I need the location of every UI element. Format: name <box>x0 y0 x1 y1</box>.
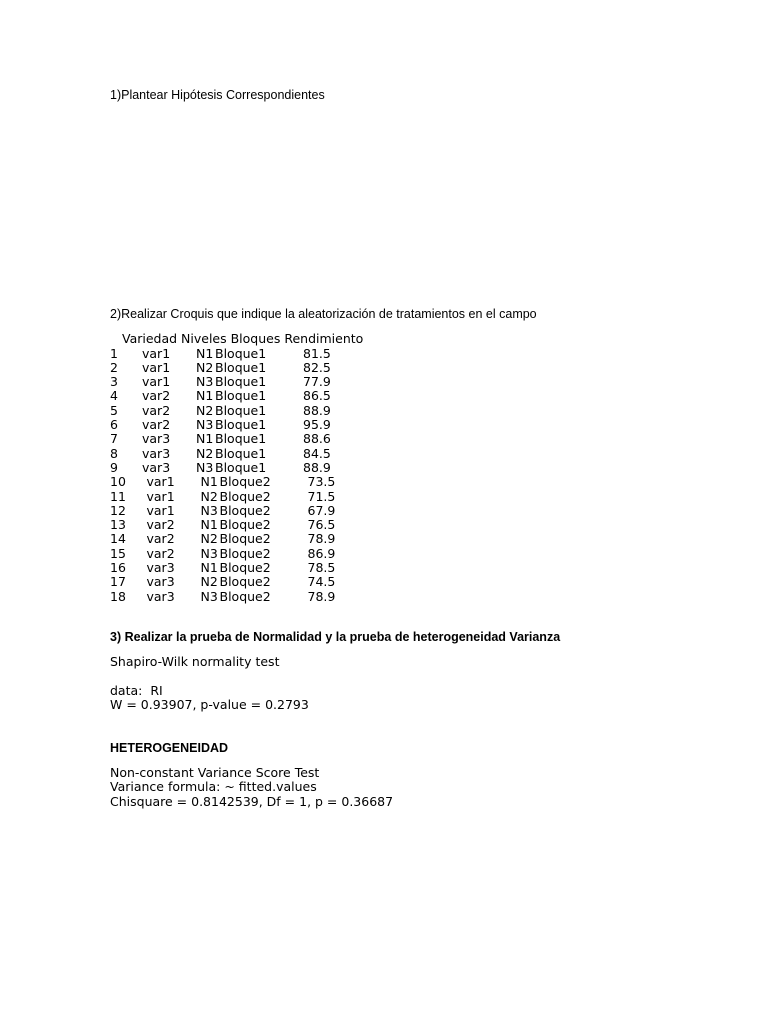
row-number: 1 <box>110 345 118 361</box>
variedad-cell: var2 <box>146 517 175 533</box>
bloques-cell: Bloque1 <box>215 359 267 375</box>
variedad-cell: var3 <box>146 560 175 575</box>
heterogeneity-heading: HETEROGENEIDAD <box>110 741 229 755</box>
rendimiento-cell: 88.9 <box>303 402 331 418</box>
bloques-cell: Bloque2 <box>219 517 271 533</box>
table-header: Variedad Niveles Bloques Rendimiento <box>122 331 364 346</box>
row-number: 14 <box>110 531 126 547</box>
row-number: 18 <box>110 588 126 604</box>
row-number: 7 <box>110 431 118 447</box>
shapiro-data-line: data: RI <box>110 683 163 698</box>
bloques-cell: Bloque1 <box>215 417 267 432</box>
ncv-result-line: Chisquare = 0.8142539, Df = 1, p = 0.36687 <box>110 794 394 809</box>
rendimiento-cell: 76.5 <box>307 517 336 533</box>
bloques-cell: Bloque2 <box>219 588 271 604</box>
variedad-cell: var2 <box>142 402 171 418</box>
niveles-cell: N1 <box>200 474 218 490</box>
shapiro-title: Shapiro-Wilk normality test <box>110 654 280 669</box>
bloques-cell: Bloque2 <box>219 474 271 490</box>
bloques-cell: Bloque2 <box>219 531 271 547</box>
niveles-cell: N2 <box>200 574 218 590</box>
niveles-cell: N3 <box>196 417 214 432</box>
row-number: 2 <box>110 359 118 375</box>
variedad-cell: var1 <box>146 474 175 490</box>
question-2-title: 2)Realizar Croquis que indique la aleatorización de tratamientos en el campo <box>110 307 537 321</box>
rendimiento-cell: 77.9 <box>303 374 331 390</box>
niveles-cell: N2 <box>200 531 218 547</box>
rendimiento-cell: 84.5 <box>303 445 331 461</box>
rendimiento-cell: 88.6 <box>303 431 331 447</box>
rendimiento-cell: 95.9 <box>303 417 331 432</box>
rendimiento-cell: 78.9 <box>307 588 336 604</box>
bloques-cell: Bloque2 <box>219 574 271 590</box>
rendimiento-cell: 78.5 <box>307 560 336 575</box>
niveles-cell: N3 <box>200 588 218 604</box>
niveles-cell: N1 <box>200 517 218 533</box>
row-number: 4 <box>110 388 118 404</box>
niveles-cell: N1 <box>196 345 214 361</box>
bloques-cell: Bloque1 <box>215 445 267 461</box>
niveles-cell: N3 <box>196 374 214 390</box>
bloques-cell: Bloque1 <box>215 431 267 447</box>
variedad-cell: var3 <box>142 459 171 475</box>
row-number: 9 <box>110 459 118 475</box>
row-number: 10 <box>110 474 126 490</box>
variedad-cell: var3 <box>142 445 171 461</box>
row-number: 15 <box>110 545 126 561</box>
niveles-cell: N1 <box>196 388 214 404</box>
variedad-cell: var2 <box>146 545 175 561</box>
bloques-cell: Bloque1 <box>215 345 267 361</box>
ncv-test-title: Non-constant Variance Score Test <box>110 765 320 780</box>
row-number: 11 <box>110 488 126 504</box>
row-number: 13 <box>110 517 126 533</box>
niveles-cell: N1 <box>196 431 214 447</box>
variedad-cell: var1 <box>146 488 175 504</box>
ncv-formula-line: Variance formula: ~ fitted.values <box>110 779 317 794</box>
row-number: 5 <box>110 402 118 418</box>
bloques-cell: Bloque1 <box>215 374 267 390</box>
question-1-title: 1)Plantear Hipótesis Correspondientes <box>110 88 325 102</box>
rendimiento-cell: 74.5 <box>307 574 336 590</box>
rendimiento-cell: 86.9 <box>307 545 336 561</box>
variedad-cell: var1 <box>142 345 171 361</box>
variedad-cell: var3 <box>142 431 171 447</box>
variedad-cell: var2 <box>146 531 175 547</box>
rendimiento-cell: 71.5 <box>307 488 336 504</box>
bloques-cell: Bloque2 <box>219 545 271 561</box>
bloques-cell: Bloque2 <box>219 488 271 504</box>
rendimiento-cell: 88.9 <box>303 459 331 475</box>
niveles-cell: N3 <box>200 502 218 518</box>
niveles-cell: N3 <box>196 459 214 475</box>
bloques-cell: Bloque2 <box>219 502 271 518</box>
bloques-cell: Bloque1 <box>215 402 267 418</box>
variedad-cell: var2 <box>142 417 171 432</box>
row-number: 12 <box>110 502 126 518</box>
niveles-cell: N2 <box>196 445 214 461</box>
rendimiento-cell: 81.5 <box>303 345 331 361</box>
row-number: 8 <box>110 445 118 461</box>
niveles-cell: N3 <box>200 545 218 561</box>
question-3-title: 3) Realizar la prueba de Normalidad y la prueba de heterogeneidad Varianza <box>110 630 561 644</box>
bloques-cell: Bloque1 <box>215 459 267 475</box>
row-number: 6 <box>110 417 118 432</box>
variedad-cell: var1 <box>146 502 175 518</box>
row-number: 16 <box>110 560 126 575</box>
variedad-cell: var3 <box>146 588 175 604</box>
bloques-cell: Bloque2 <box>219 560 271 575</box>
niveles-cell: N1 <box>200 560 218 575</box>
rendimiento-cell: 78.9 <box>307 531 336 547</box>
rendimiento-cell: 67.9 <box>307 502 336 518</box>
shapiro-result-line: W = 0.93907, p-value = 0.2793 <box>110 697 309 712</box>
variedad-cell: var3 <box>146 574 175 590</box>
niveles-cell: N2 <box>196 359 214 375</box>
variedad-cell: var2 <box>142 388 171 404</box>
bloques-cell: Bloque1 <box>215 388 267 404</box>
niveles-cell: N2 <box>196 402 214 418</box>
niveles-cell: N2 <box>200 488 218 504</box>
rendimiento-cell: 73.5 <box>307 474 336 490</box>
rendimiento-cell: 82.5 <box>303 359 331 375</box>
row-number: 3 <box>110 374 118 390</box>
variedad-cell: var1 <box>142 374 171 390</box>
variedad-cell: var1 <box>142 359 171 375</box>
rendimiento-cell: 86.5 <box>303 388 331 404</box>
row-number: 17 <box>110 574 126 590</box>
